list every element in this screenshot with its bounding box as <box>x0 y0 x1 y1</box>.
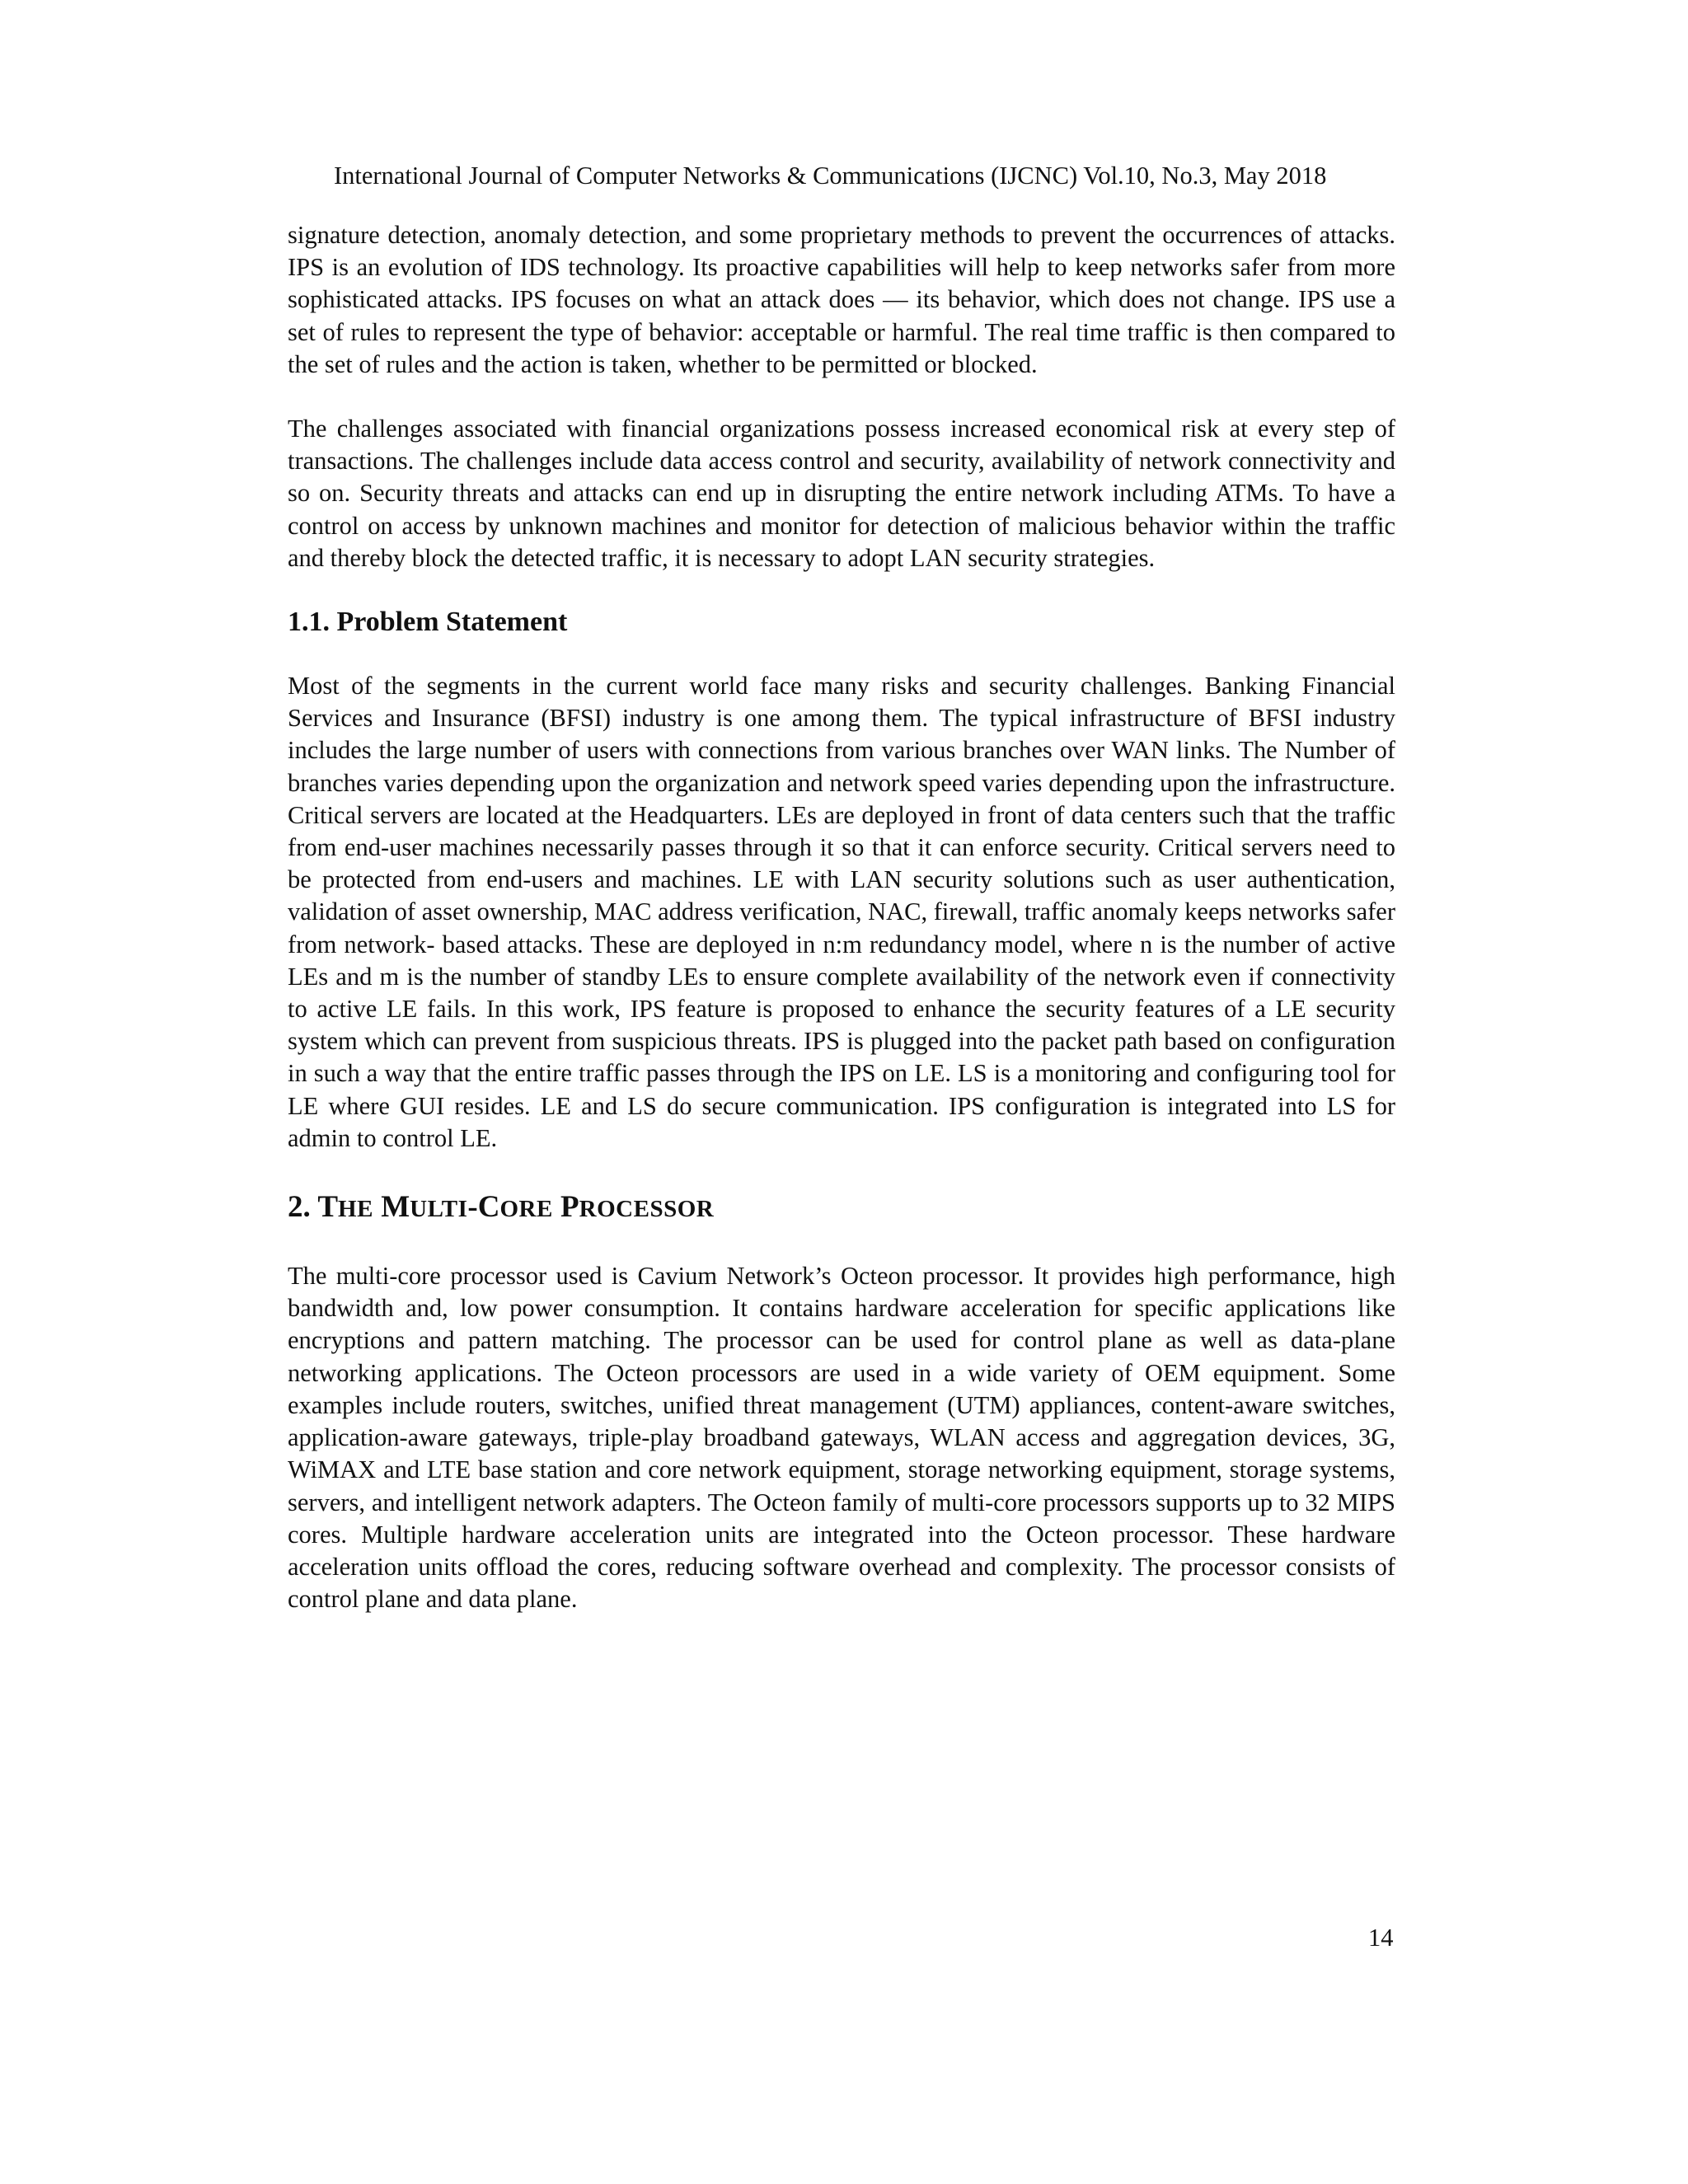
section-title-word-the: THE <box>317 1190 373 1225</box>
section-title-word-processor: PROCESSOR <box>560 1190 715 1225</box>
page-number: 14 <box>1368 1924 1394 1952</box>
paragraph-problem-statement: Most of the segments in the current world face many risks and security challenges. Banking Financial Services and Insurance (BFSI) industry is one among them. The typical infrastructure of BFSI industry includes the large number of users with connections from various branches over WAN links. The Number of branches varies depending upon the organization and network speed varies depending upon the infrastructure. Critical servers are located at the Headquarters. LEs are deployed in front of data centers such that the traffic from end-user machines necessarily passes through it so that it can enforce security. Critical servers need to be protected from end-users and machines. LE with LAN security solutions such as user authentication, validation of asset ownership, MAC address verification, NAC, firewall, traffic anomaly keeps networks safer from network- based attacks. These are deployed in n:m redundancy model, where n is the number of active LEs and m is the number of standby LEs to ensure complete availability of the network even if connectivity to active LE fails. In this work, IPS feature is proposed to enhance the security features of a LE security system which can prevent from suspicious threats. IPS is plugged into the packet path based on configuration in such a way that the entire traffic passes through the IPS on LE. LS is a monitoring and configuring tool for LE where GUI resides. LE and LS do secure communication. IPS configuration is integrated into LS for admin to control LE. <box>288 672 1395 1152</box>
paragraph-ips-overview: signature detection, anomaly detection, and some proprietary methods to prevent the occurrences of attacks. IPS is an evolution of IDS technology. Its proactive capabilities will help to keep networks safer from more sophisticated attacks. IPS focuses on what an attack does — its behavior, which does not change. IPS use a set of rules to represent the type of behavior: acceptable or harmful. The real time traffic is then compared to the set of rules and the action is taken, whether to be permitted or blocked. <box>288 221 1395 378</box>
section-title-word-multi-core: MULTI-CORE <box>381 1190 553 1225</box>
section-number: 2. <box>288 1190 311 1225</box>
paragraph-octeon-processor: The multi-core processor used is Cavium Network’s Octeon processor. It provides high performance, high bandwidth and, low power consumption. It contains hardware acceleration for specific applications like encryptions and pattern matching. The processor can be used for control plane as well as data-plane networking applications. The Octeon processors are used in a wide variety of OEM equipment. Some examples include routers, switches, unified threat management (UTM) appliances, content-aware switches, application-aware gateways, triple-play broadband gateways, WLAN access and aggregation devices, 3G, WiMAX and LTE base station and core network equipment, storage networking equipment, storage systems, servers, and intelligent network adapters. The Octeon family of multi-core processors supports up to 32 MIPS cores. Multiple hardware acceleration units are integrated into the Octeon processor. These hardware acceleration units offload the cores, reducing software overhead and complexity. The processor consists of control plane and data plane. <box>288 1262 1395 1614</box>
running-header: International Journal of Computer Networks & Communications (IJCNC) Vol.10, No.3, May 2018 <box>334 162 1327 190</box>
subsection-heading-problem-statement: 1.1. Problem Statement <box>288 607 568 638</box>
section-heading-multi-core-processor <box>288 1189 1395 1227</box>
paragraph-financial-challenges: The challenges associated with financial organizations possess increased economical risk at every step of transactions. The challenges include data access control and security, availability of network connectivity and so on. Security threats and attacks can end up in disrupting the entire network including ATMs. To have a control on access by unknown machines and monitor for detection of malicious behavior within the traffic and thereby block the detected traffic, it is necessary to adopt LAN security strategies. <box>288 415 1395 572</box>
page-content <box>288 219 1395 1615</box>
